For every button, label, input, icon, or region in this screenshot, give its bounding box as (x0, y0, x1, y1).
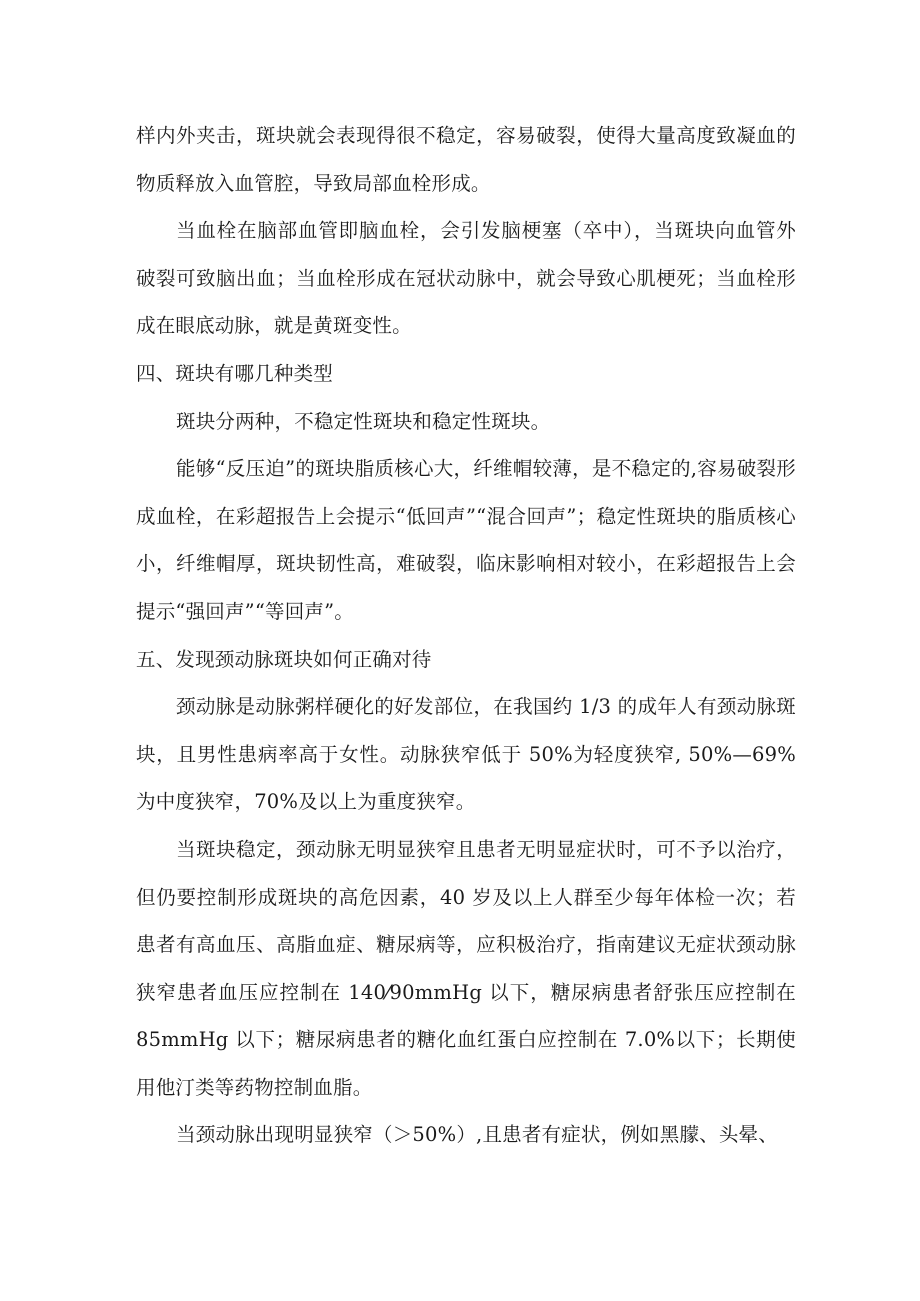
section-heading-plaque-types: 四、斑块有哪几种类型 (136, 361, 334, 385)
paragraph-continued: 样内外夹击，斑块就会表现得很不稳定，容易破裂，使得大量高度致凝血的物质释放入血管腔，导致局部血栓形成。 (136, 124, 796, 195)
document-body (136, 112, 796, 1159)
paragraph-two-types: 斑块分两种，不稳定性斑块和稳定性斑块。 (176, 409, 551, 433)
section-heading-treatment: 五、发现颈动脉斑块如何正确对待 (136, 647, 432, 671)
paragraph-carotid-prevalence: 颈动脉是动脉粥样硬化的好发部位，在我国约 1/3 的成年人有颈动脉斑块，且男性患病率高于女性。动脉狭窄低于 50%为轻度狭窄, 50%—69%为中度狭窄，70%及以上为重度狭窄。 (136, 695, 796, 814)
paragraph-stenosis-symptoms: 当颈动脉出现明显狭窄（＞50%）,且患者有症状，例如黑朦、头晕、 (176, 1123, 778, 1147)
paragraph-stable-unstable: 能够“反压迫”的斑块脂质核心大，纤维帽较薄，是不稳定的,容易破裂形成血栓，在彩超报告上会提示“低回声”“混合回声”；稳定性斑块的脂质核心小，纤维帽厚，斑块韧性高，难破裂，临床影响相对较小，在彩超报告上会提示“强回声”“等回声”。 (136, 457, 796, 623)
paragraph-stable-management: 当斑块稳定，颈动脉无明显狭窄且患者无明显症状时，可不予以治疗，但仍要控制形成斑块的高危因素，40 岁及以上人群至少每年体检一次；若患者有高血压、高脂血症、糖尿病等，应积极治疗，指南建议无症状颈动脉狭窄患者血压应控制在 140⁄90mmHg 以下，糖尿病患者舒张压应控制在 85mmHg 以下；糖尿病患者的糖化血红蛋白应控制在 7.0%以下；长期使用他汀类等药物控制血脂。 (136, 837, 796, 1099)
paragraph-thrombus-effects: 当血栓在脑部血管即脑血栓，会引发脑梗塞（卒中），当斑块向血管外破裂可致脑出血；当血栓形成在冠状动脉中，就会导致心肌梗死；当血栓形成在眼底动脉，就是黄斑变性。 (136, 219, 796, 338)
